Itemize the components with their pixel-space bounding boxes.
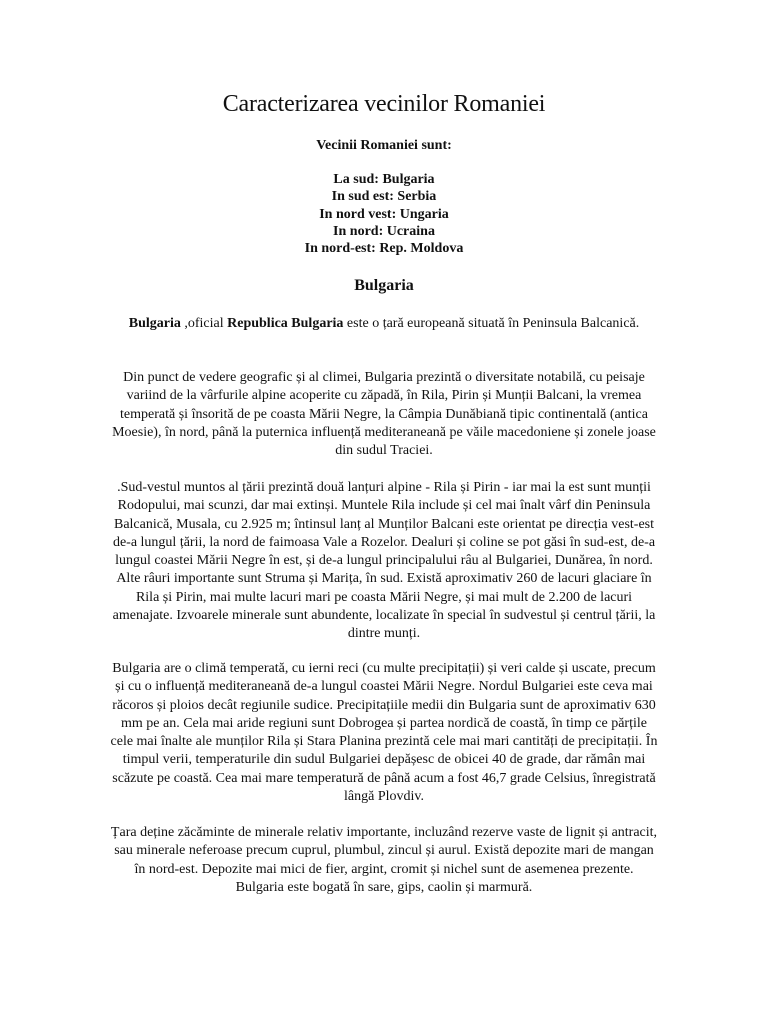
document-title: Caracterizarea vecinilor Romaniei xyxy=(222,91,546,117)
intro-official-name: Republica Bulgaria xyxy=(227,316,344,331)
section-heading-bulgaria: Bulgaria xyxy=(354,277,414,294)
intro-text-description: este o țară europeană situată în Peninsula Balcanică. xyxy=(343,316,640,331)
neighbors-heading: Vecinii Romaniei sunt: xyxy=(316,138,452,153)
neighbor-south: La sud: Bulgaria xyxy=(333,172,435,187)
neighbor-northeast: In nord-est: Rep. Moldova xyxy=(304,241,464,257)
climate-paragraph: Bulgaria are o climă temperată, cu ierni reci (cu multe precipitații) și veri calde și uscate, precum și cu o influență mediteraneană de-a lungul coastei Mării Negre. Nordul Bulgariei este ceva mai răcoros și ploios decât regiunile sudice. Precipitațiile medii din Bulgaria sunt de aproximativ 630 mm pe an. Cela mai aride regiuni sunt Dobrogea și partea nordică de coastă, în timp ce părțile cele mai înalte ale munților Rila și Stara Planina prezintă cele mai mari cantități de precipitații. În timpul verii, temperaturile din sudul Bulgariei depășesc de obicei 40 de grade, dar rămân mai scăzute pe coastă. Cea mai mare temperatură de până acum a fost 46,7 grade Celsius, înregistrată lângă Plovdiv. xyxy=(110,661,658,805)
neighbors-list xyxy=(0,171,768,257)
resources-paragraph: Țara deține zăcăminte de minerale relativ importante, incluzând rezerve vaste de lignit și antracit, sau minerale neferoase precum cuprul, plumbul, zincul și aurul. Există depozite mari de mangan în nord-est. Depozite mai mici de fier, argint, cromit și nichel sunt de asemenea prezente. Bulgaria este bogată în sare, gips, caolin și marmură. xyxy=(110,825,658,895)
intro-country-name: Bulgaria xyxy=(128,316,181,331)
neighbor-north: In nord: Ucraina xyxy=(333,223,435,239)
neighbor-southeast: In sud est: Serbia xyxy=(331,189,437,205)
intro-text-official: ,oficial xyxy=(180,316,228,331)
neighbor-northwest: In nord vest: Ungaria xyxy=(319,206,449,222)
relief-paragraph: .Sud-vestul muntos al țării prezintă două lanțuri alpine - Rila și Pirin - iar mai la est sunt munții Rodopului, mai scunzi, dar mai extinși. Muntele Rila include și cel mai înalt vârf din Peninsula Balcanică, Musala, cu 2.925 m; întinsul lanț al Munților Balcani este orientat pe direcția vest-est de-a lungul țării, la nord de faimoasa Vale a Rozelor. Dealuri și coline se pot găsi în sud-est, de-a lungul coastei Mării Negre în est, și de-a lungul principalului râu al Bulgariei, Dunărea, în nord. Alte râuri importante sunt Struma și Marița, în sud. Există aproximativ 260 de lacuri glaciare în Rila și Pirin, mai multe lacuri mari pe coasta Mării Negre, și mai mult de 2.200 de lacuri amenajate. Izvoarele minerale sunt abundente, localizate în special în sudvestul și centrul țării, la dintre munți. xyxy=(112,480,656,642)
intro-paragraph xyxy=(110,315,658,333)
geography-paragraph: Din punct de vedere geografic și al climei, Bulgaria prezintă o diversitate notabilă, cu peisaje variind de la vârfurile alpine acoperite cu zăpadă, în Rila, Pirin și Munții Balcani, la vremea temperată și însorită de pe coasta Mării Negre, la Câmpia Dunăbiană tipic continentală (antica Moesie), în nord, până la puternica influență mediteraneană pe văile macedoniene și zonele joase din sudul Traciei. xyxy=(112,370,656,459)
